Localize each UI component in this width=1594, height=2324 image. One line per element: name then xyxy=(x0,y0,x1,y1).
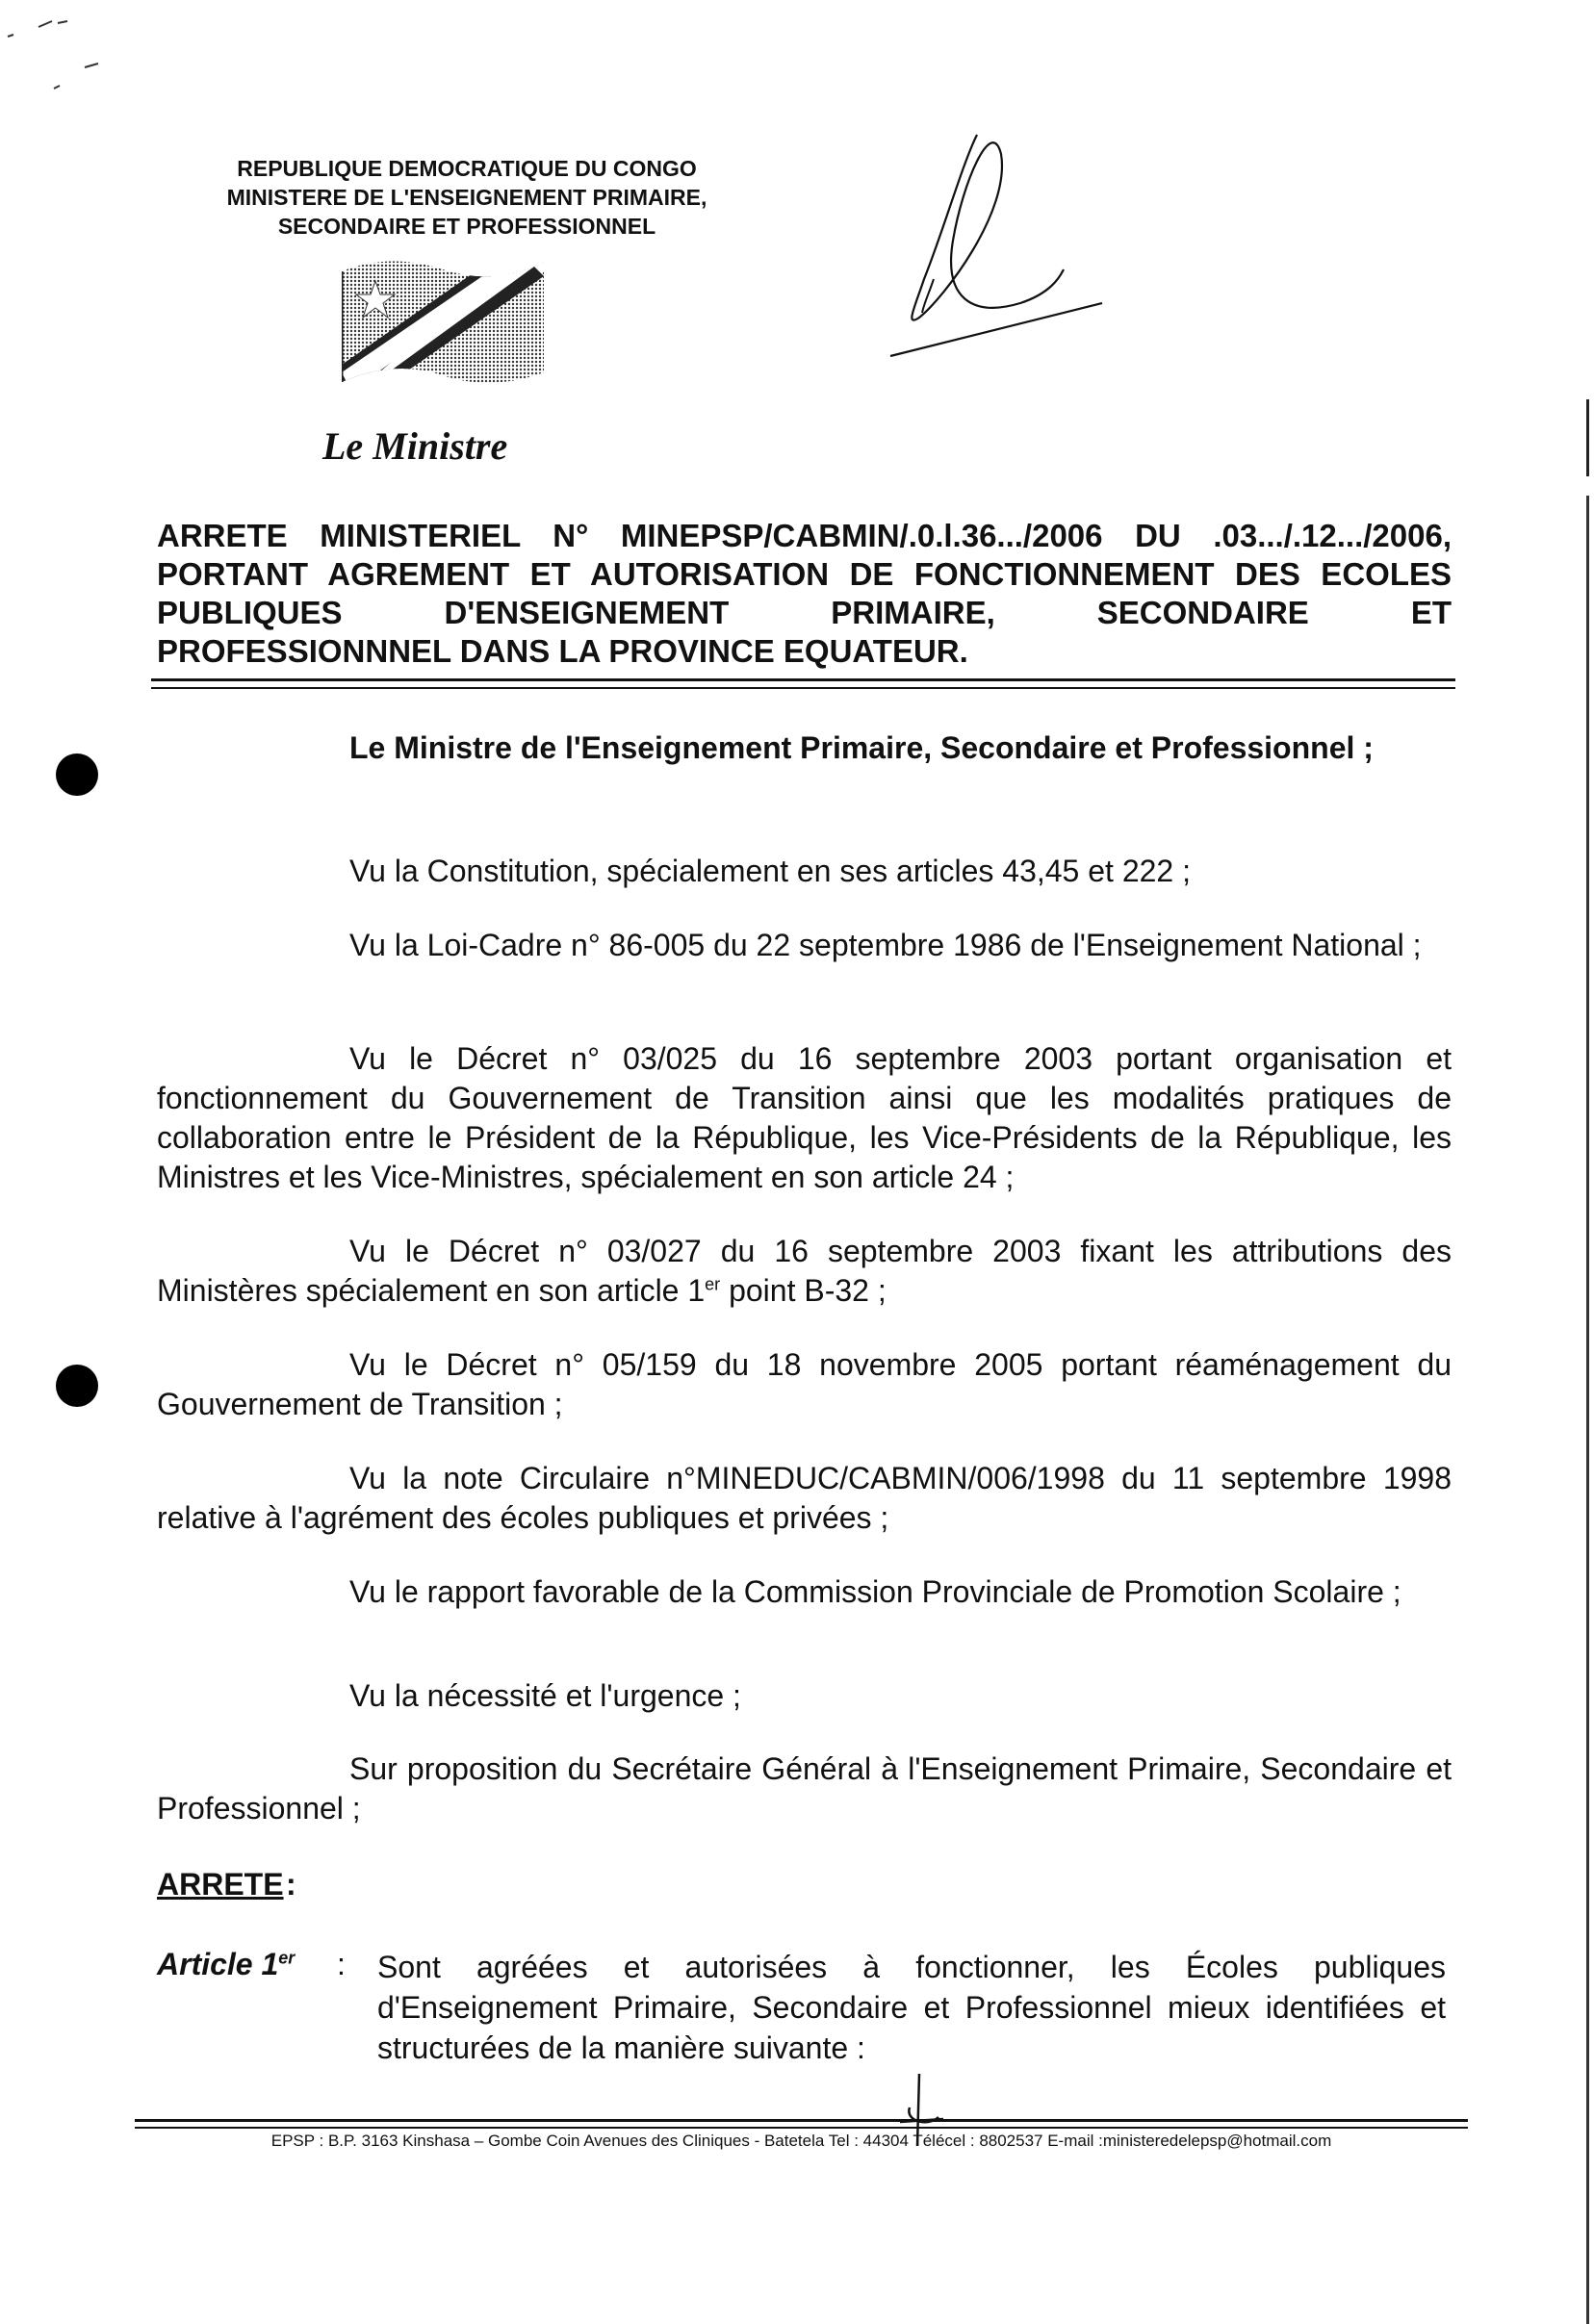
preamble-vu-decret-03-025: Vu le Décret n° 03/025 du 16 septembre 2003 portant organisation et fonctionnement du Gouvernement de Transition ainsi que les modalités pratiques de collaboration entre le Président de la République, les Vice-Présidents de la République, les Ministres et les Vice-Ministres, spécialement en son article 24 ; xyxy=(157,1041,1452,1194)
decree-title-line-3: PUBLIQUES D'ENSEIGNEMENT PRIMAIRE, SECONDAIRE ET xyxy=(157,595,1452,630)
punch-hole-mark xyxy=(56,1365,98,1407)
footer-rule-thin xyxy=(135,2127,1468,2129)
decree-preamble xyxy=(157,0,1452,2237)
article-1-colon: : xyxy=(337,1947,346,1981)
decree-title-line-1: ARRETE MINISTERIEL N° MINEPSP/CABMIN/.0.l.36.../2006 DU .03.../.12.../2006, xyxy=(157,518,1452,553)
decree-title-line-2: PORTANT AGREMENT ET AUTORISATION DE FONCTIONNEMENT DES ECOLES xyxy=(157,556,1452,592)
preamble-vu-note-circulaire: Vu la note Circulaire n°MINEDUC/CABMIN/006/1998 du 11 septembre 1998 relative à l'agrément des écoles publiques et privées ; xyxy=(157,1461,1452,1535)
minister-heading: Le Ministre xyxy=(322,424,508,468)
vu4-text: Vu le Décret n° 03/027 du 16 septembre 2003 fixant les attributions des Ministères spécialement en son article 1 xyxy=(157,1234,1452,1308)
article-1-text: Sont agréées et autorisées à fonctionner, les Écoles publiques d'Enseignement Primaire, Secondaire et Professionnel mieux identifiées et structurées de la manière suivante : xyxy=(377,1950,1446,2065)
scan-specks xyxy=(0,0,116,106)
arrete-colon: : xyxy=(286,1867,296,1902)
preamble-vu-necessite: Vu la nécessité et l'urgence ; xyxy=(349,1678,741,1713)
article-1-superscript: er xyxy=(278,1948,296,1968)
preamble-vu-decret-03-027 xyxy=(157,1232,1452,1311)
header-country: REPUBLIQUE DEMOCRATIQUE DU CONGO xyxy=(237,156,697,181)
article-1-label-text: Article 1 xyxy=(157,1947,279,1981)
footer-rule-thick xyxy=(135,2119,1468,2122)
footer-address: EPSP : B.P. 3163 Kinshasa – Gombe Coin Avenues des Cliniques - Batetela Tel : 44304 Télécel : 8802537 E-mail :ministeredelepsp@hotmail.com xyxy=(270,2132,1332,2150)
preamble-proposition: Sur proposition du Secrétaire Général à l'Enseignement Primaire, Secondaire et Professionnel ; xyxy=(157,1751,1452,1826)
vu4-superscript: er xyxy=(705,1274,721,1294)
preamble-vu-decret-05-159: Vu le Décret n° 05/159 du 18 novembre 2005 portant réaménagement du Gouvernement de Transition ; xyxy=(157,1347,1452,1421)
scan-edge-line xyxy=(1586,496,1589,2324)
arrete-heading: ARRETE xyxy=(157,1867,284,1902)
scan-edge-mark xyxy=(1586,399,1589,476)
decree-title-line-4: PROFESSIONNNEL DANS LA PROVINCE EQUATEUR. xyxy=(157,633,968,669)
punch-hole-mark xyxy=(56,753,98,796)
preamble-vu-loi-cadre: Vu la Loi-Cadre n° 86-005 du 22 septembre 1986 de l'Enseignement National ; xyxy=(349,928,1422,962)
vu4-text-end: point B-32 ; xyxy=(720,1273,887,1308)
header-ministry: MINISTERE DE L'ENSEIGNEMENT PRIMAIRE, xyxy=(226,185,707,210)
preamble-intro: Le Ministre de l'Enseignement Primaire, Secondaire et Professionnel ; xyxy=(349,730,1374,765)
preamble-vu-rapport: Vu le rapport favorable de la Commission Provinciale de Promotion Scolaire ; xyxy=(349,1574,1401,1609)
article-1-label xyxy=(157,1947,295,1982)
header-ministry-sub: SECONDAIRE ET PROFESSIONNEL xyxy=(277,214,656,239)
preamble-vu-constitution: Vu la Constitution, spécialement en ses articles 43,45 et 222 ; xyxy=(349,854,1191,888)
